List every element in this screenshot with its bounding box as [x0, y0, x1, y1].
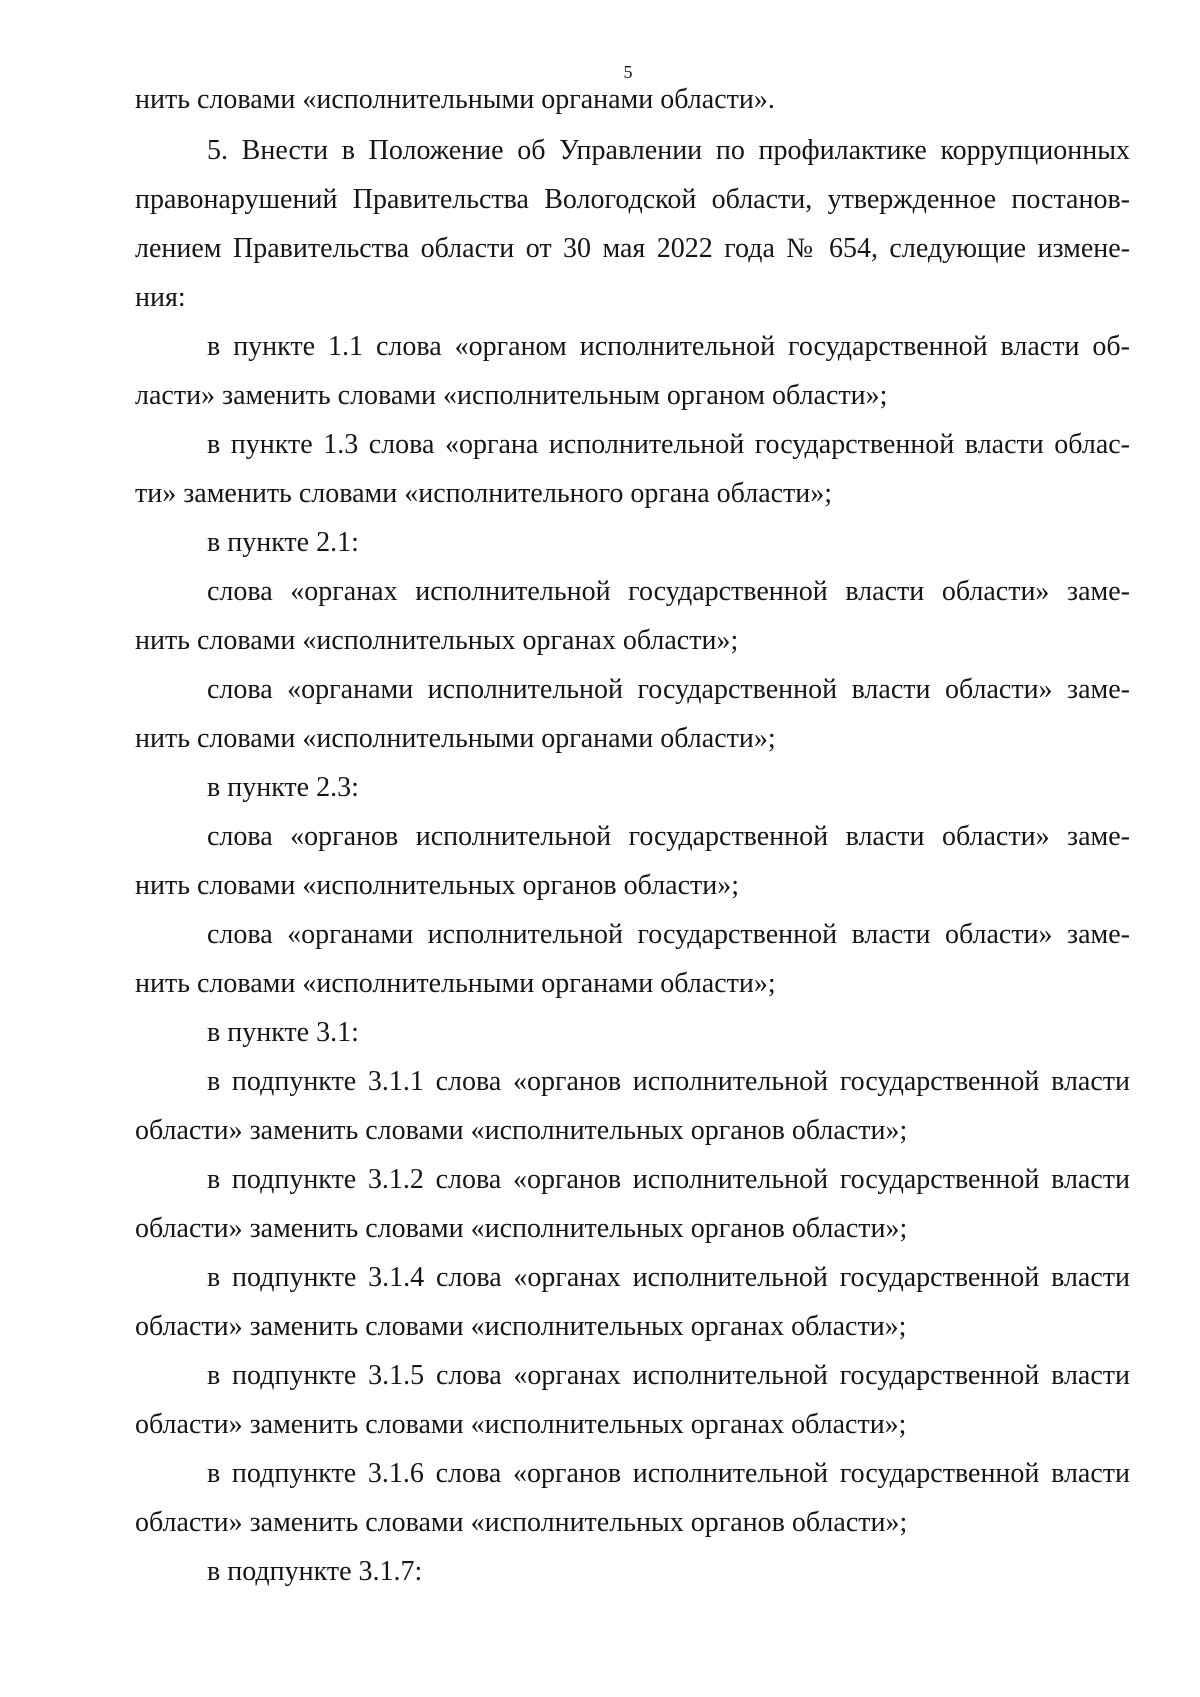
text-line: 5. Внести в Положение об Управлении по профилактике коррупционных — [207, 135, 1130, 166]
text-line: в пункте 2.1: — [207, 527, 359, 558]
text-line: лением Правительства области от 30 мая 2022 года № 654, следующие измене- — [135, 233, 1130, 264]
text-line: слова «органами исполнительной государственной власти области» заме- — [207, 674, 1130, 705]
text-line: в подпункте 3.1.7: — [207, 1556, 423, 1587]
text-line: правонарушений Правительства Вологодской области, утвержденное постанов- — [135, 184, 1130, 215]
text-line: в пункте 1.3 слова «органа исполнительной государственной власти облас- — [207, 429, 1130, 460]
text-line: слова «органами исполнительной государственной власти области» заме- — [207, 919, 1130, 950]
text-line: в подпункте 3.1.5 слова «органах исполнительной государственной власти — [207, 1360, 1130, 1391]
text-line: в подпункте 3.1.4 слова «органах исполнительной государственной власти — [207, 1262, 1130, 1293]
text-line: области» заменить словами «исполнительных органах области»; — [135, 1409, 907, 1440]
text-line: области» заменить словами «исполнительных органах области»; — [135, 1311, 907, 1342]
text-line: нить словами «исполнительных органов области»; — [135, 870, 740, 901]
text-line: ласти» заменить словами «исполнительным органом области»; — [135, 380, 888, 411]
text-line: области» заменить словами «исполнительных органов области»; — [135, 1507, 908, 1538]
text-line: нить словами «исполнительными органами области»; — [135, 968, 776, 999]
text-line: слова «органах исполнительной государственной власти области» заме- — [207, 576, 1130, 607]
text-line: нить словами «исполнительных органах области»; — [135, 625, 739, 656]
text-line: в подпункте 3.1.6 слова «органов исполнительной государственной власти — [207, 1458, 1130, 1489]
text-line: слова «органов исполнительной государственной власти области» заме- — [207, 821, 1130, 852]
text-line: в пункте 3.1: — [207, 1017, 359, 1048]
text-line: в пункте 1.1 слова «органом исполнительной государственной власти об- — [207, 331, 1130, 362]
text-line: области» заменить словами «исполнительных органов области»; — [135, 1115, 908, 1146]
text-line: ти» заменить словами «исполнительного органа области»; — [135, 478, 833, 509]
text-line: нить словами «исполнительными органами области»; — [135, 723, 776, 754]
text-line: в пункте 2.3: — [207, 772, 359, 803]
page-number: 5 — [623, 62, 633, 82]
text-line: нить словами «исполнительными органами области». — [135, 84, 775, 115]
text-line: области» заменить словами «исполнительных органов области»; — [135, 1213, 908, 1244]
text-line: ния: — [135, 282, 186, 313]
text-line: в подпункте 3.1.2 слова «органов исполнительной государственной власти — [207, 1164, 1130, 1195]
text-line: в подпункте 3.1.1 слова «органов исполнительной государственной власти — [207, 1066, 1130, 1097]
